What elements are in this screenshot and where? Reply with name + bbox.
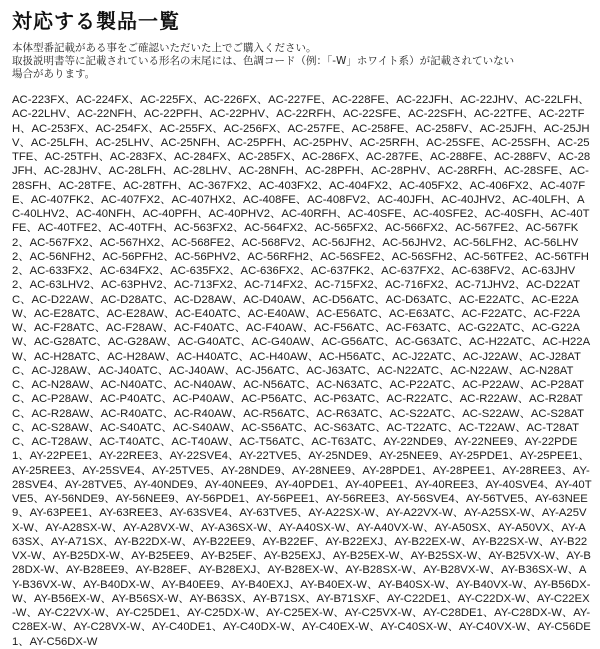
purchase-notice — [12, 42, 592, 82]
notice-line: 取扱説明書等に記載されている形名の末尾には、色調コード（例：「-W」ホワイト系）が記載されていない — [12, 55, 515, 67]
compatible-model-list: AC-223FX、AC-224FX、AC-225FX、AC-226FX、AC-227FE、AC-228FE、AC-22JFH、AC-22JHV、AC-22LFH、AC-22LHV、AC-22NFH、AC-22PFH、AC-22PHV、AC-22RFH、AC-22SFE、AC-22SFH、AC-22TFE、AC-22TFH、AC-253FX、AC-254FX、AC-255FX、AC-256FX、AC-257FE、AC-258FE、AC-258FV、AC-25JFH、AC-25JHV、AC-25LFH、AC-25LHV、AC-25NFH、AC-25PFH、AC-25PHV、AC-25RFH、AC-25SFE、AC-25SFH、AC-25TFE、AC-25TFH、AC-283FX、AC-284FX、AC-285FX、AC-286FX、AC-287FE、AC-288FE、AC-288FV、AC-28JFH、AC-28JHV、AC-28LFH、AC-28LHV、AC-28NFH、AC-28PFH、AC-28PHV、AC-28RFH、AC-28SFE、AC-28SFH、AC-28TFE、AC-28TFH、AC-367FX2、AC-403FX2、AC-404FX2、AC-405FX2、AC-406FX2、AC-407FE、AC-407FK2、AC-407FX2、AC-407HX2、AC-408FE、AC-408FV2、AC-40JFH、AC-40JHV2、AC-40LFH、AC-40LHV2、AC-40NFH、AC-40PFH、AC-40PHV2、AC-40RFH、AC-40SFE、AC-40SFE2、AC-40SFH、AC-40TFE、AC-40TFE2、AC-40TFH、AC-563FX2、AC-564FX2、AC-565FX2、AC-566FX2、AC-567FE2、AC-567FK2、AC-567FX2、AC-567HX2、AC-568FE2、AC-568FV2、AC-56JFH2、AC-56JHV2、AC-56LFH2、AC-56LHV2、AC-56NFH2、AC-56PFH2、AC-56PHV2、AC-56RFH2、AC-56SFE2、AC-56SFH2、AC-56TFE2、AC-56TFH2、AC-633FX2、AC-634FX2、AC-635FX2、AC-636FX2、AC-637FK2、AC-637FX2、AC-638FV2、AC-63JHV2、AC-63LHV2、AC-63PHV2、AC-713FX2、AC-714FX2、AC-715FX2、AC-716FX2、AC-71JHV2、AC-D22ATC、AC-D22AW、AC-D28ATC、AC-D28AW、AC-D40AW、AC-D56ATC、AC-D63ATC、AC-E22ATC、AC-E22AW、AC-E28ATC、AC-E28AW、AC-E40ATC、AC-E40AW、AC-E56ATC、AC-E63ATC、AC-F22ATC、AC-F22AW、AC-F28ATC、AC-F28AW、AC-F40ATC、AC-F40AW、AC-F56ATC、AC-F63ATC、AC-G22ATC、AC-G22AW、AC-G28ATC、AC-G28AW、AC-G40ATC、AC-G40AW、AC-G56ATC、AC-G63ATC、AC-H22ATC、AC-H22AW、AC-H28ATC、AC-H28AW、AC-H40ATC、AC-H40AW、AC-H56ATC、AC-J22ATC、AC-J22AW、AC-J28ATC、AC-J28AW、AC-J40ATC、AC-J40AW、AC-J56ATC、AC-J63ATC、AC-N22ATC、AC-N22AW、AC-N28ATC、AC-N28AW、AC-N40ATC、AC-N40AW、AC-N56ATC、AC-N63ATC、AC-P22ATC、AC-P22AW、AC-P28ATC、AC-P28AW、AC-P40ATC、AC-P40AW、AC-P56ATC、AC-P63ATC、AC-R22ATC、AC-R22AW、AC-R28ATC、AC-R28AW、AC-R40ATC、AC-R40AW、AC-R56ATC、AC-R63ATC、AC-S22ATC、AC-S22AW、AC-S28ATC、AC-S28AW、AC-S40ATC、AC-S40AW、AC-S56ATC、AC-S63ATC、AC-T22ATC、AC-T22AW、AC-T28ATC、AC-T28AW、AC-T40ATC、AC-T40AW、AC-T56ATC、AC-T63ATC、AY-22NDE9、AY-22NEE9、AY-22PDE1、AY-22PEE1、AY-22REE3、AY-22SVE4、AY-22TVE5、AY-25NDE9、AY-25NEE9、AY-25PDE1、AY-25PEE1、AY-25REE3、AY-25SVE4、AY-25TVE5、AY-28NDE9、AY-28NEE9、AY-28PDE1、AY-28PEE1、AY-28REE3、AY-28SVE4、AY-28TVE5、AY-40NDE9、AY-40NEE9、AY-40PDE1、AY-40PEE1、AY-40REE3、AY-40SVE4、AY-40TVE5、AY-56NDE9、AY-56NEE9、AY-56PDE1、AY-56PEE1、AY-56REE3、AY-56SVE4、AY-56TVE5、AY-63NEE9、AY-63PEE1、AY-63REE3、AY-63SVE4、AY-63TVE5、AY-A22SX-W、AY-A22VX-W、AY-A25SX-W、AY-A25VX-W、AY-A28SX-W、AY-A28VX-W、AY-A36SX-W、AY-A40SX-W、AY-A40VX-W、AY-A50SX、AY-A50VX、AY-A63SX、AY-A71SX、AY-B22DX-W、AY-B22EE9、AY-B22EF、AY-B22EXJ、AY-B22EX-W、AY-B22SX-W、AY-B22VX-W、AY-B25DX-W、AY-B25EE9、AY-B25EF、AY-B25EXJ、AY-B25EX-W、AY-B25SX-W、AY-B25VX-W、AY-B28DX-W、AY-B28EE9、AY-B28EF、AY-B28EXJ、AY-B28EX-W、AY-B28SX-W、AY-B28VX-W、AY-B36SX-W、AY-B36VX-W、AY-B40DX-W、AY-B40EE9、AY-B40EXJ、AY-B40EX-W、AY-B40SX-W、AY-B40VX-W、AY-B56DX-W、AY-B56EX-W、AY-B56SX-W、AY-B63SX、AY-B71SX、AY-B71SXF、AY-C22DE1、AY-C22DX-W、AY-C22EX-W、AY-C22VX-W、AY-C25DE1、AY-C25DX-W、AY-C25EX-W、AY-C25VX-W、AY-C28DE1、AY-C28DX-W、AY-C28EX-W、AY-C28VX-W、AY-C40DE1、AY-C40DX-W、AY-C40EX-W、AY-C40SX-W、AY-C40VX-W、AY-C56DE1、AY-C56DX-W — [12, 94, 592, 648]
notice-line: 場合があります。 — [12, 68, 96, 80]
notice-line: 本体型番記載がある事をご確認いただいた上でご購入ください。 — [12, 42, 317, 54]
page-title: 対応する製品一覧 — [12, 9, 180, 33]
